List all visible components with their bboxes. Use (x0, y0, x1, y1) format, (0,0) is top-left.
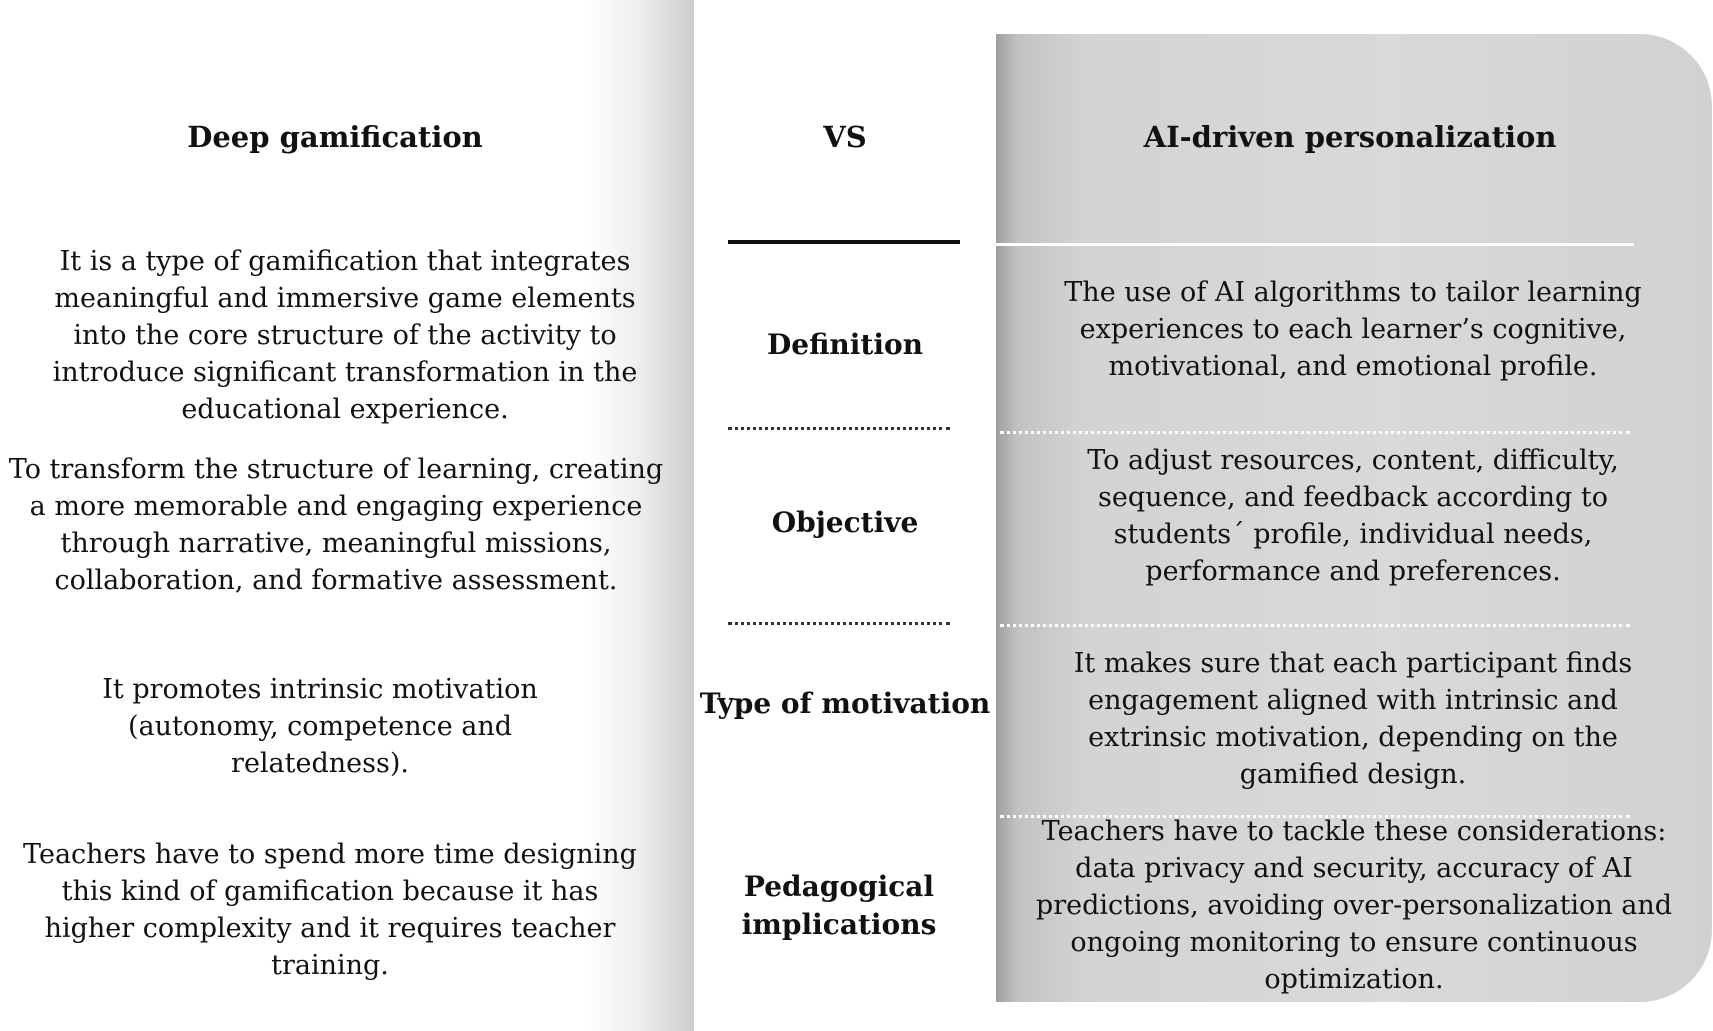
motivation-right-text: It makes sure that each participant finds engagement aligned with intrinsic and extrinsic motivation, depending on the gamified design. (1073, 648, 1633, 790)
pedagogical-left-text: Teachers have to spend more time designing this kind of gamification because it has higher complexity and it requires teacher training. (23, 839, 637, 981)
row-divider-2-right (1000, 624, 1630, 627)
header-separator-line (728, 240, 960, 244)
header-deep-gamification: Deep gamification (187, 120, 483, 154)
objective-left-text: To transform the structure of learning, creating a more memorable and engaging experience through narrative, meaningful missions, collaboration, and formative assessment. (8, 454, 664, 596)
objective-right-text: To adjust resources, content, difficulty, sequence, and feedback according to students´ profile, individual needs, performance and preferences. (1087, 445, 1619, 587)
row-divider-1 (728, 427, 950, 430)
header-ai-driven-personalization: AI-driven personalization (1143, 120, 1557, 154)
definition-right-text: The use of AI algorithms to tailor learning experiences to each learner’s cognitive, motivational, and emotional profile. (1064, 277, 1642, 382)
row-divider-1-right (1000, 431, 1630, 434)
definition-label: Definition (766, 328, 924, 361)
type-of-motivation-label: Type of motivation (699, 687, 991, 720)
objective-label: Objective (771, 506, 919, 539)
header-vs: VS (823, 120, 867, 154)
pedagogical-implications-label: Pedagogical implications (741, 870, 937, 941)
motivation-left-text: It promotes intrinsic motivation (autonomy, competence and relatedness). (102, 674, 538, 779)
header-separator-white (996, 243, 1634, 246)
pedagogical-right-text: Teachers have to tackle these considerations: data privacy and security, accuracy of AI predictions, avoiding over-personalization and ongoing monitoring to ensure continuous optimization. (1035, 816, 1673, 995)
row-divider-2 (728, 622, 950, 625)
definition-left-text: It is a type of gamification that integrates meaningful and immersive game elements into the core structure of the activity to introduce significant transformation in the educational experience. (52, 246, 638, 425)
